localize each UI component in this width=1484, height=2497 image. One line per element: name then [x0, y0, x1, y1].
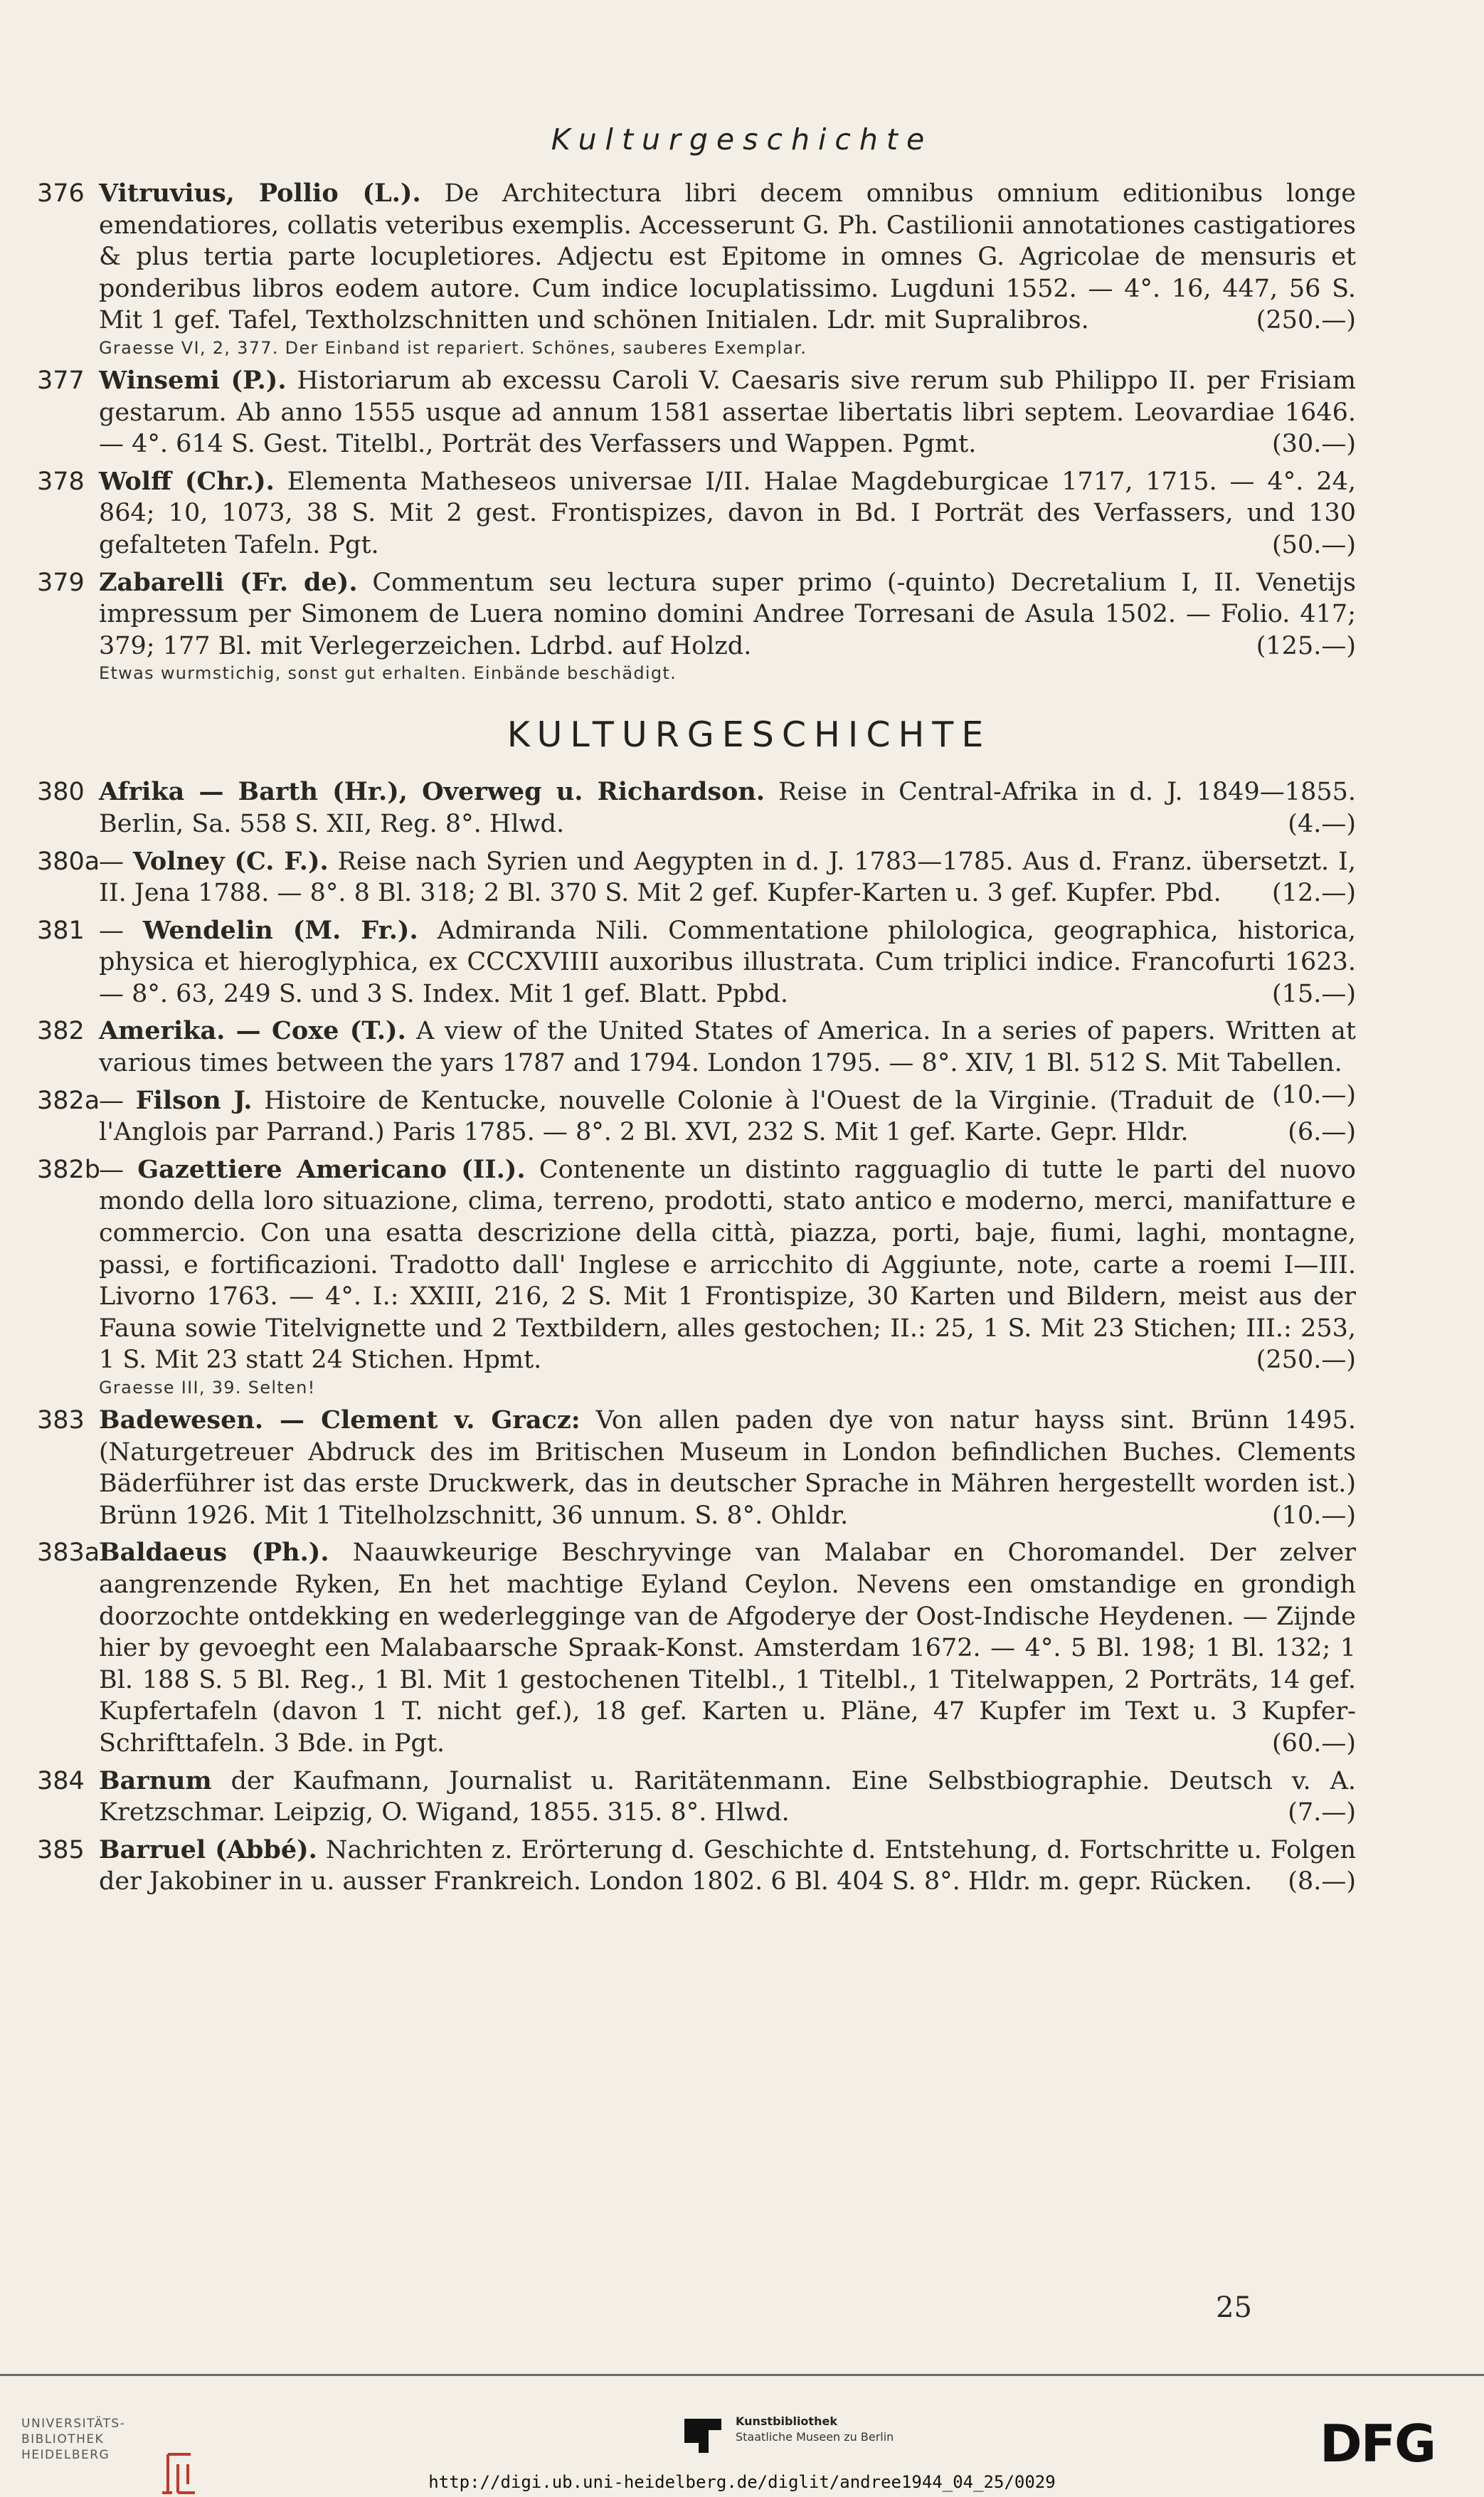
entry-author: Baldaeus (Ph.).: [99, 1538, 329, 1568]
entry-number: 382: [37, 1017, 85, 1046]
entry-text: Elementa Matheseos universae I/II. Halae Magdeburgicae 1717, 1715. — 4°. 24, 864; 10, 1073, 38 S. Mit 2 gest. Frontispizes, davon in Bd. I Porträt des Verfassers, und 130 gefalteten Tafeln. Pgt.: [99, 467, 1356, 559]
entry-text: Naauwkeurige Beschryvinge van Malabar en Choromandel. Der zelver aangrenzende Ryken, En het machtige Eyland Ceylon. Nevens een omstandige en grondigh doorzochte ontdekking en wederlegginge van de Afgoderye der Oost-Indische Heydenen. — Zijnde hier by gevoeght een Malabaarsche Spraak-Konst. Amsterdam 1672. — 4°. 5 Bl. 198; 1 Bl. 132; 1 Bl. 188 S. 5 Bl. Reg., 1 Bl. Mit 1 gestochenen Titelbl., 1 Titelbl., 1 Titelwappen, 2 Porträts, 14 gef. Kupfertafeln (davon 1 T. nicht gef.), 18 gef. Karten u. Pläne, 47 Kupfer im Text u. 3 Kupfer-Schrifttafeln. 3 Bde. in Pgt.: [99, 1538, 1356, 1758]
entry-price: (50.—): [1272, 530, 1356, 559]
entry-note: Etwas wurmstichig, sonst gut erhalten. Einbände beschädigt.: [99, 663, 677, 684]
catalogue-entry: [0, 567, 1356, 685]
entry-price: (15.—): [1272, 979, 1356, 1008]
entry-number: 380: [37, 778, 85, 807]
entry-dash: —: [99, 1155, 124, 1184]
kunstbibliothek-title: Kunstbibliothek: [736, 2414, 837, 2428]
catalogue-entry: [0, 365, 1356, 460]
entry-price: (10.—): [1272, 1080, 1356, 1109]
entry-dash: —: [99, 847, 124, 876]
entry-text: Reise nach Syrien und Aegypten in d. J. 1783—1785. Aus d. Franz. übersetzt. I, II. Jena 1788. — 8°. 8 Bl. 318; 2 Bl. 370 S. Mit 2 gef. Kupfer-Karten u. 3 gef. Kupfer. Pbd.: [99, 847, 1356, 908]
entry-price: (30.—): [1272, 430, 1356, 459]
kunstbibliothek-subtitle: Staatliche Museen zu Berlin: [736, 2430, 894, 2444]
university-line: HEIDELBERG: [21, 2448, 110, 2462]
entry-text: Reise in Central-Afrika in d. J. 1849—1855. Berlin, Sa. 558 S. XII, Reg. 8°. Hlwd.: [99, 778, 1356, 838]
heidelberg-library-logo: [21, 2416, 192, 2463]
entry-text: A view of the United States of America. In a series of papers. Written at various times between the yars 1787 and 1794. London 1795. — 8°. XIV, 1 Bl. 512 S. Mit Tabellen.: [99, 1017, 1356, 1078]
entry-number: 385: [37, 1835, 85, 1864]
entry-note: Graesse VI, 2, 377. Der Einband ist repariert. Schönes, sauberes Exemplar.: [99, 337, 807, 358]
entry-price: (250.—): [1256, 306, 1356, 335]
entry-number: 376: [37, 179, 85, 208]
entry-author: Badewesen. — Clement v. Gracz:: [99, 1405, 581, 1435]
entry-text: Admiranda Nili. Commentatione philologica, geographica, historica, physica et hieroglyphica, ex CCCXVIIII auxoribus illustrata. Cum triplici indice. Francofurti 1623. — 8°. 63, 249 S. und 3 S. Index. Mit 1 gef. Blatt. Ppbd.: [99, 916, 1356, 1008]
entry-number: 382a: [37, 1086, 100, 1115]
catalogue-entry: [0, 776, 1356, 840]
entries-after-section: [0, 776, 1484, 1898]
entry-note: Graesse III, 39. Selten!: [99, 1378, 316, 1398]
entry-author: Wolff (Chr.).: [99, 466, 275, 496]
dfg-logo: [1320, 2417, 1462, 2469]
catalogue-entry: [0, 1835, 1356, 1898]
catalogue-entry: [0, 466, 1356, 561]
entry-number: 383: [37, 1406, 85, 1435]
entry-price: (60.—): [1272, 1728, 1356, 1758]
entry-author: Gazettiere Americano (II.).: [137, 1154, 526, 1184]
entry-price: (6.—): [1288, 1118, 1356, 1147]
catalogue-entry: [0, 1154, 1356, 1399]
entry-author: Amerika. — Coxe (T.).: [99, 1016, 406, 1046]
entry-price: (7.—): [1288, 1798, 1356, 1827]
entry-author: Afrika — Barth (Hr.), Overweg u. Richardson.: [99, 777, 765, 807]
entry-author: Volney (C. F.).: [132, 846, 329, 876]
entry-price: (125.—): [1256, 631, 1356, 660]
entry-text: De Architectura libri decem omnibus omnium editionibus longe emendatiores, collatis veteribus exemplis. Accesserunt G. Ph. Castilionii annotationes castigatiores & plus tertia parte locupletiores. Adjectu est Epitome in omnes G. Agricolae de mensuris et ponderibus libros eodem autore. Cum indice locuplatissimo. Lugduni 1552. — 4°. 16, 447, 56 S. Mit 1 gef. Tafel, Textholzschnitten und schönen Initialen. Ldr. mit Supralibros.: [99, 179, 1356, 335]
page-number: 25: [1216, 2291, 1252, 2324]
entry-number: 383a: [37, 1538, 100, 1568]
catalogue-entries: [0, 178, 1484, 1898]
entry-dash: —: [99, 1086, 124, 1115]
entries-before-section: [0, 178, 1484, 685]
entry-price: (8.—): [1288, 1867, 1356, 1896]
catalogue-entry: [0, 846, 1356, 909]
entry-number: 377: [37, 366, 85, 395]
entry-price: (12.—): [1272, 879, 1356, 908]
entry-text: Nachrichten z. Erörterung d. Geschichte d. Entstehung, d. Fortschritte u. Folgen der Jakobiner in u. ausser Frankreich. London 1802. 6 Bl. 404 S. 8°. Hldr. m. gepr. Rücken.: [99, 1835, 1356, 1896]
entry-author: Barruel (Abbé).: [99, 1835, 317, 1864]
entry-number: 380a: [37, 847, 100, 876]
running-head: Kulturgeschichte: [551, 122, 933, 157]
source-url: http://digi.ub.uni-heidelberg.de/diglit/andree1944_04_25/0029: [428, 2472, 1056, 2492]
dfg-logo-text: DFG: [1320, 2417, 1436, 2469]
entry-price: (10.—): [1272, 1501, 1356, 1530]
entry-number: 379: [37, 568, 85, 597]
catalogue-entry: [0, 1405, 1356, 1531]
entry-number: 382b: [37, 1155, 101, 1184]
entry-dash: —: [99, 916, 124, 945]
catalogue-entry: [0, 915, 1356, 1010]
footer: [0, 2376, 1484, 2496]
entry-text: Von allen paden dye von natur hayss sint. Brünn 1495. (Naturgetreuer Abdruck des im Britischen Museum in London befindlichen Buches. Clements Bäderführer ist das erste Druckwerk, das in deutscher Sprache in Mähren hergestellt worden ist.) Brünn 1926. Mit 1 Titelholzschnitt, 36 unnum. S. 8°. Ohldr.: [99, 1406, 1356, 1530]
university-line: BIBLIOTHEK: [21, 2432, 105, 2446]
catalogue-entry: [0, 1765, 1356, 1829]
catalogue-entry: [0, 178, 1356, 359]
entry-text: Histoire de Kentucke, nouvelle Colonie à l'Ouest de la Virginie. (Traduit de l'Anglois par Parrand.) Paris 1785. — 8°. 2 Bl. XVI, 232 S. Mit 1 gef. Karte. Gepr. Hldr.: [99, 1086, 1255, 1147]
entry-number: 384: [37, 1766, 85, 1795]
section-heading: KULTURGESCHICHTE: [507, 714, 992, 756]
entry-number: 378: [37, 467, 85, 496]
entry-author: Zabarelli (Fr. de).: [99, 567, 358, 597]
catalogue-entry: [0, 1085, 1356, 1149]
entry-text: Contenente un distinto ragguaglio di tutte le parti del nuovo mondo della loro situazione, clima, terreno, prodotti, stato antico e moderno, merci, manifatture e commercio. Con una esatta descrizione della città, piazza, porti, baje, fiumi, laghi, montagne, passi, e fortificazioni. Tradotto dall' Inglese e arricchito di Aggiunte, note, carte a roemi I—III. Livorno 1763. — 4°. I.: XXIII, 216, 2 S. Mit 1 Frontispize, 30 Karten und Bildern, meist aus der Fauna sowie Titelvignette und 2 Textbildern, alles gestochen; II.: 25, 1 S. Mit 23 Stichen; III.: 253, 1 S. Mit 23 statt 24 Stichen. Hpmt.: [99, 1155, 1356, 1375]
entry-text: Commentum seu lectura super primo (-quinto) Decretalium I, II. Venetijs impressum per Simonem de Luera nomino domini Andree Torresani de Asula 1502. — Folio. 417; 379; 177 Bl. mit Verlegerzeichen. Ldrbd. auf Holzd.: [99, 568, 1356, 660]
kunstbibliothek-mark-icon: [680, 2414, 726, 2454]
entry-author: Winsemi (P.).: [99, 365, 287, 395]
catalogue-entry: [0, 1537, 1356, 1759]
entry-price: (250.—): [1256, 1346, 1356, 1375]
university-line: UNIVERSITÄTS-: [21, 2417, 126, 2431]
entry-author: Wendelin (M. Fr.).: [142, 915, 418, 945]
entry-text: der Kaufmann, Journalist u. Raritätenmann. Eine Selbstbiographie. Deutsch v. A. Kretzschmar. Leipzig, O. Wigand, 1855. 315. 8°. Hlwd.: [99, 1766, 1356, 1827]
entry-author: Filson J.: [135, 1085, 253, 1115]
entry-author: Barnum: [99, 1765, 212, 1795]
entry-text: Historiarum ab excessu Caroli V. Caesaris sive rerum sub Philippo II. per Frisiam gestarum. Ab anno 1555 usque ad annum 1581 assertae libertatis libri septem. Leovardiae 1646. — 4°. 614 S. Gest. Titelbl., Porträt des Verfassers und Wappen. Pgmt.: [99, 366, 1357, 459]
entry-price: (4.—): [1288, 809, 1356, 838]
entry-author: Vitruvius, Pollio (L.).: [99, 179, 421, 208]
entry-number: 381: [37, 916, 85, 945]
